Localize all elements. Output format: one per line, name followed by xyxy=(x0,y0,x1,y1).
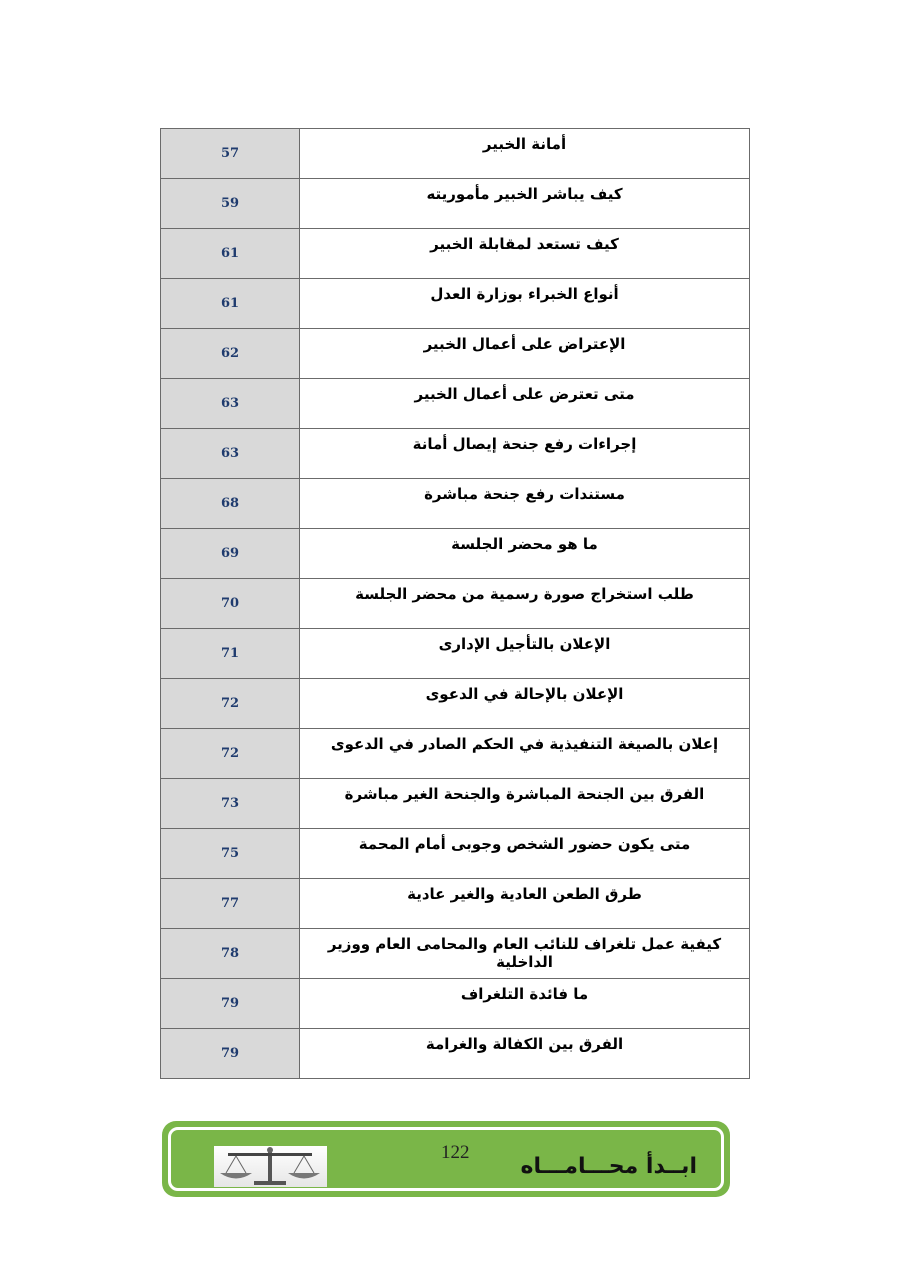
toc-page-number: 59 xyxy=(161,179,300,229)
table-of-contents xyxy=(160,128,750,1079)
toc-page-number: 69 xyxy=(161,529,300,579)
toc-page-number: 72 xyxy=(161,729,300,779)
toc-entry-title: الإعلان بالإحالة في الدعوى xyxy=(300,679,750,729)
toc-entry-title: ما هو محضر الجلسة xyxy=(300,529,750,579)
toc-row xyxy=(161,229,750,279)
toc-entry-title: الإعتراض على أعمال الخبير xyxy=(300,329,750,379)
toc-page-number: 63 xyxy=(161,429,300,479)
toc-entry-title: كيف تستعد لمقابلة الخبير xyxy=(300,229,750,279)
toc-entry-title: متى تعترض على أعمال الخبير xyxy=(300,379,750,429)
toc-row xyxy=(161,129,750,179)
toc-page-number: 68 xyxy=(161,479,300,529)
toc-entry-title: كيف يباشر الخبير مأموريته xyxy=(300,179,750,229)
toc-page-number: 73 xyxy=(161,779,300,829)
toc-row xyxy=(161,929,750,979)
toc-entry-title: الإعلان بالتأجيل الإدارى xyxy=(300,629,750,679)
toc-entry-title: طلب استخراج صورة رسمية من محضر الجلسة xyxy=(300,579,750,629)
toc-row xyxy=(161,779,750,829)
footer-frame xyxy=(168,1127,724,1191)
toc-entry-title: إعلان بالصيغة التنفيذية في الحكم الصادر في الدعوى xyxy=(300,729,750,779)
toc-row xyxy=(161,279,750,329)
toc-row xyxy=(161,879,750,929)
toc-row xyxy=(161,479,750,529)
toc-row xyxy=(161,729,750,779)
toc-page-number: 70 xyxy=(161,579,300,629)
toc-row xyxy=(161,429,750,479)
toc-page-number: 61 xyxy=(161,229,300,279)
toc-page-number: 79 xyxy=(161,1029,300,1079)
toc-entry-title: كيفية عمل تلغراف للنائب العام والمحامى العام ووزير الداخلية xyxy=(300,929,750,979)
toc-page-number: 75 xyxy=(161,829,300,879)
toc-entry-title: ما فائدة التلغراف xyxy=(300,979,750,1029)
toc-page-number: 72 xyxy=(161,679,300,729)
toc-page-number: 77 xyxy=(161,879,300,929)
toc-page-number: 71 xyxy=(161,629,300,679)
toc-page-number: 63 xyxy=(161,379,300,429)
toc-row xyxy=(161,179,750,229)
brand-title: ابــدأ محـــامـــاه xyxy=(520,1154,697,1179)
toc-page-number: 61 xyxy=(161,279,300,329)
toc-row xyxy=(161,979,750,1029)
footer-band xyxy=(162,1121,730,1197)
toc-entry-title: طرق الطعن العادية والغير عادية xyxy=(300,879,750,929)
toc-entry-title: أمانة الخبير xyxy=(300,129,750,179)
toc-entry-title: الفرق بين الكفالة والغرامة xyxy=(300,1029,750,1079)
toc-page-number: 78 xyxy=(161,929,300,979)
toc-row xyxy=(161,629,750,679)
toc-row xyxy=(161,679,750,729)
toc-row xyxy=(161,579,750,629)
toc-row xyxy=(161,379,750,429)
toc-row xyxy=(161,329,750,379)
scales-of-justice-icon xyxy=(214,1146,327,1187)
toc-page-number: 57 xyxy=(161,129,300,179)
toc-row xyxy=(161,1029,750,1079)
toc-page-number: 79 xyxy=(161,979,300,1029)
toc-entry-title: الفرق بين الجنحة المباشرة والجنحة الغير مباشرة xyxy=(300,779,750,829)
page-number: 122 xyxy=(441,1142,470,1163)
toc-page-number: 62 xyxy=(161,329,300,379)
toc-entry-title: متى يكون حضور الشخص وجوبى أمام المحمة xyxy=(300,829,750,879)
toc-entry-title: أنواع الخبراء بوزارة العدل xyxy=(300,279,750,329)
toc-entry-title: إجراءات رفع جنحة إيصال أمانة xyxy=(300,429,750,479)
toc-row xyxy=(161,829,750,879)
toc-entry-title: مستندات رفع جنحة مباشرة xyxy=(300,479,750,529)
toc-row xyxy=(161,529,750,579)
